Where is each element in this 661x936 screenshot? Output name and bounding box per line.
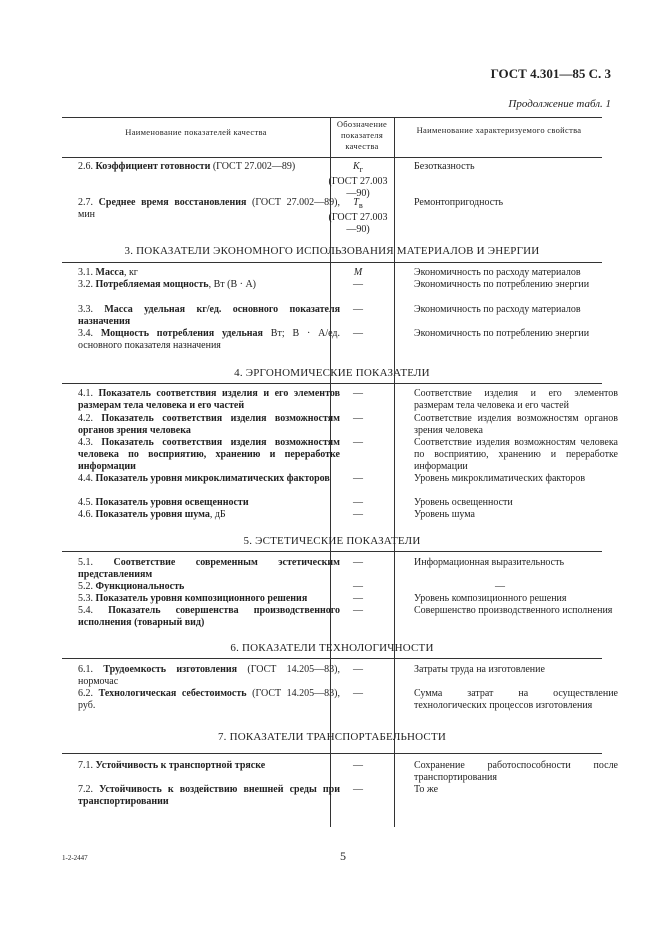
section-title: 5. ЭСТЕТИЧЕСКИЕ ПОКАЗАТЕЛИ <box>243 535 421 547</box>
quality-indicators-table: Наименование показателей качества Обозначение показателя качества Наименование характеризуемого свойства 2.6. Коэффициент готовности (ГОСТ 27.002—89) $K_г$ (ГОСТ 27.003—90) Безотказность 2.7. Среднее время восстановления (ГОСТ 27.002—89), мин $T_в$ (ГОСТ 27.003—90) Ремонтопригодность 3. ПОКАЗАТЕЛИ ЭКОНОМНОГО ИСПОЛЬЗОВАНИЯ МАТЕРИАЛОВ И ЭНЕРГИИ 3.1. Масса, кг M Экономичность по расходу материалов 3.2. Потребляемая мощность, Вт (В · А) — Экономичность по потреблению энергии 3.3. Масса удельная кг/ед. основного показателя назначения — Экономичность по расходу материалов 3.4. Мощность потребления удельная Вт; В · А/ед. основного показателя назначения — Экономичность по потреблению энергии 4. ЭРГОНОМИЧЕСКИЕ ПОКАЗАТЕЛИ 4.1. Показатель соответствия изделия и его элементов размерам тела человека и его частей — Соответствие изделия и его элементов размерам тела человека и его частей 4.2. Показатель соответствия изделия возможностям органов зрения человека — Соответствие изделия возможностям органов зрения человека 4.3. Показатель соответствия изделия возможностям человека по восприятию, хранению и переработке информации — Соответствие изделия возможностям человека по восприятию, хранению и переработке информации 4.4. Показатель уровня микроклиматических факторов — Уровень микроклиматических факторов 4.5. Показатель уровня освещенности — Уровень освещенности 4.6. Показатель уровня шума, дБ — Уровень шума 5. ЭСТЕТИЧЕСКИЕ ПОКАЗАТЕЛИ 5.1. Соответствие современным эстетическим представлениям — Информационная выразительность 5.2. Функциональность — — 5.3. Показатель уровня композиционного решения — Уровень композиционного решения 5.4. Показатель совершенства производственного исполнения (товарный вид) — Совершенство производственного исполнения 6. ПОКАЗАТЕЛИ ТЕХНОЛОГИЧНОСТИ 6.1. Трудоемкость изготовления (ГОСТ 14.205—83), нормочас — Затраты труда на изготовление 6.2. Технологическая себестоимость (ГОСТ 14.205—83), руб. — Сумма затрат на осуществление технологических процессов изготовления 7. ПОКАЗАТЕЛИ ТРАНСПОРТАБЕЛЬНОСТИ 7.1. Устойчивость к транспортной тряске — Сохранение работоспособности после транспортирования 7.2. Устойчивость к воздействию внешней среды при транспортировании — То же <box>62 117 602 827</box>
header-indicator-symbol: Обозначение показателя качества <box>336 119 388 151</box>
page-number: 5 <box>340 849 346 863</box>
column-divider-2 <box>394 117 395 827</box>
header-indicator-name: Наименование показателей качества <box>125 127 267 137</box>
print-code: 1-2-2447 <box>62 854 88 862</box>
section-title: 4. ЭРГОНОМИЧЕСКИЕ ПОКАЗАТЕЛИ <box>234 367 430 379</box>
page-header-title: ГОСТ 4.301—85 С. 3 <box>490 66 611 81</box>
section-rule <box>62 383 602 384</box>
table-continuation-note: Продолжение табл. 1 <box>508 98 611 110</box>
section-title: 7. ПОКАЗАТЕЛИ ТРАНСПОРТАБЕЛЬНОСТИ <box>217 731 447 743</box>
section-rule <box>62 753 602 754</box>
section-title: 3. ПОКАЗАТЕЛИ ЭКОНОМНОГО ИСПОЛЬЗОВАНИЯ МАТЕРИАЛОВ И ЭНЕРГИИ <box>124 245 540 257</box>
table-top-rule <box>62 117 602 118</box>
section-rule <box>62 262 602 263</box>
section-rule <box>62 551 602 552</box>
section-title: 6. ПОКАЗАТЕЛИ ТЕХНОЛОГИЧНОСТИ <box>230 642 434 654</box>
section-rule <box>62 658 602 659</box>
header-property-name: Наименование характеризуемого свойства <box>416 125 582 135</box>
table-header-rule <box>62 157 602 158</box>
